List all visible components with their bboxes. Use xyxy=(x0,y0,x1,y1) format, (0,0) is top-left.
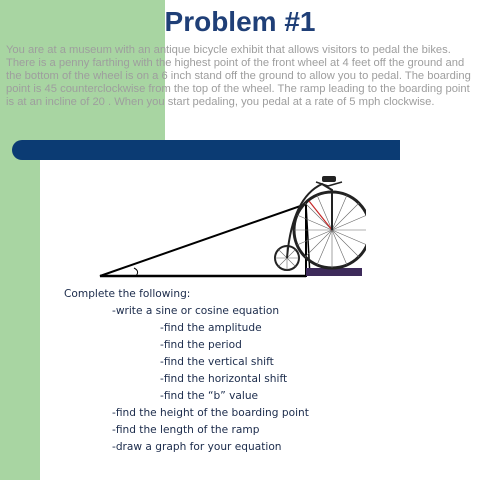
task-item: -write a sine or cosine equation xyxy=(112,305,280,317)
task-item: -find the horizontal shift xyxy=(160,373,288,385)
ramp-triangle xyxy=(100,204,306,276)
side-panel xyxy=(0,140,40,480)
boarding-radius xyxy=(309,201,332,230)
task-item: -find the amplitude xyxy=(160,322,262,334)
page-title: Problem #1 xyxy=(164,6,316,37)
front-wheel xyxy=(294,192,366,268)
penny-farthing-ramp-figure xyxy=(96,168,366,284)
task-list xyxy=(64,286,444,456)
problem-statement: You are at a museum with an antique bicycle exhibit that allows visitors to pedal the bikes. There is a penny farthing with the highest point of the front wheel at 4 feet off the ground and the bottom of the wheel is on a 6 inch stand off the ground to allow you to pedal. The boarding point is 45 counterclockwise from the top of the wheel. The ramp leading to the boarding point is at an incline of 20 . When you start pedaling, you pedal at a rate of 5 mph clockwise. xyxy=(6,44,471,108)
task-item: -find the period xyxy=(160,339,242,351)
task-item: -find the length of the ramp xyxy=(112,424,260,436)
task-heading: Complete the following: xyxy=(64,288,191,300)
divider-bar xyxy=(12,140,400,160)
task-item: -find the vertical shift xyxy=(160,356,274,368)
bike-seat xyxy=(322,176,336,182)
task-item: -find the “b” value xyxy=(160,390,259,402)
task-item: -find the height of the boarding point xyxy=(112,407,309,419)
task-item: -draw a graph for your equation xyxy=(112,441,282,453)
